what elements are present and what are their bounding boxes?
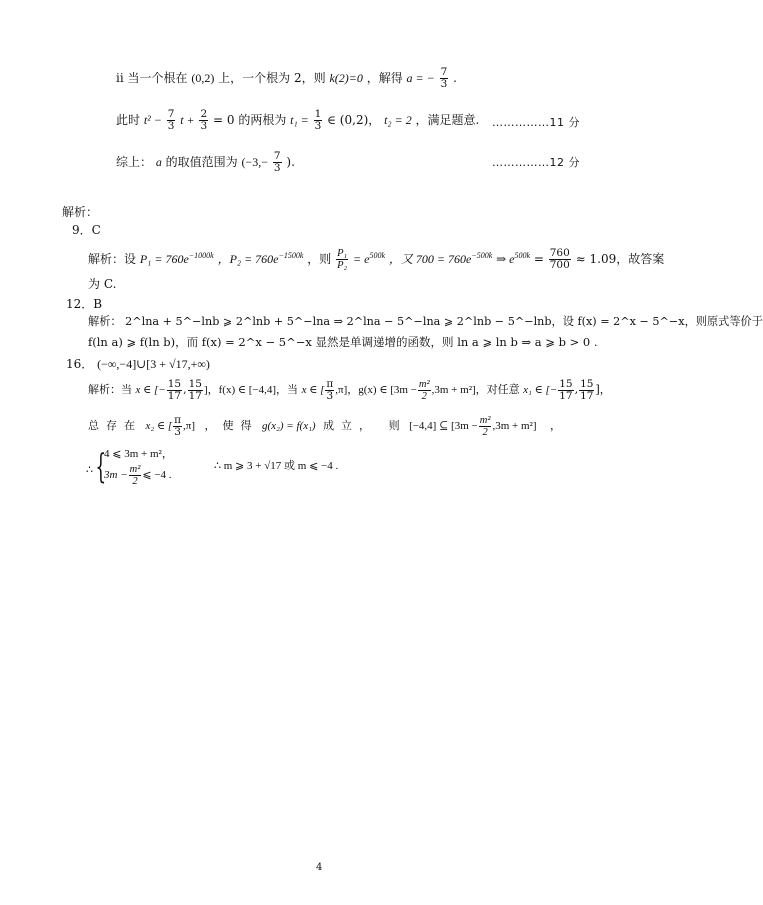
q16-answer: (−∞,−4]∪[3 + √17,+∞): [97, 357, 210, 371]
period: .: [453, 71, 457, 85]
inequality-2: [104, 462, 172, 488]
q12-line1: 解析： 2^lna + 5^−lnb ⩾ 2^lnb + 5^−lna ⇒ 2^lna − 5^−lna ⩾ 2^lnb − 5^−lnb，设 f(x) = 2^x − 5^−x，则原式等价于: [88, 315, 763, 328]
roots-suffix: ，满足题意.: [415, 113, 480, 127]
k2-expr: k(2)=0: [329, 71, 363, 85]
ineq-2-right: ⩽ −4 .: [142, 469, 172, 481]
q16-l1-a: 解析：当: [88, 383, 132, 396]
fraction: $\frac{7}{3}$: [440, 66, 448, 90]
q16-l2-a: 总存在: [88, 419, 142, 432]
score-11: ……………11 分: [492, 116, 580, 129]
x2-in: x₂ ∈ [: [145, 420, 173, 432]
summary-line: [116, 144, 295, 180]
fraction: $\frac{\text{m²}}{2}$: [479, 414, 491, 438]
q16-l2-j: ，: [550, 419, 561, 432]
p2: ，P₂ = 760e: [217, 252, 279, 266]
fraction: $\frac{\text{P₁}}{\text{P₂}}$: [337, 248, 348, 271]
score-12: ……………12 分: [492, 156, 580, 169]
ineq-2-left: 3m −: [104, 469, 128, 481]
case-ii-middle: 上，一个根为 2，则: [218, 71, 326, 85]
inequality-1: 4 ⩽ 3m + m²，: [104, 448, 173, 460]
summary-prefix: 综上：: [116, 155, 153, 169]
q16-l1-d: ,π]，g(x) ∈ [3m −: [335, 384, 417, 396]
then: ，则: [307, 252, 332, 266]
eq-e: = e: [353, 252, 370, 266]
fraction: $\frac{\text{m²}}{2}$: [129, 463, 141, 487]
range-open: (−3,−: [241, 155, 269, 169]
q16-line2: [88, 408, 561, 444]
q16-line1: [88, 372, 611, 408]
section-title: 解析：: [62, 205, 99, 219]
x-in-2: x ∈ [: [301, 384, 325, 396]
p1-exp: −1000k: [188, 251, 214, 260]
q12-number: 12．B: [66, 297, 103, 311]
q16-l1-e: ,3m + m²]，对任意: [431, 384, 520, 396]
interval: (0,2): [191, 71, 215, 85]
x-in: x ∈ [−: [135, 384, 166, 396]
t2-eq: t₂ = 2: [384, 113, 412, 127]
q16-l1-g: ]，: [595, 383, 611, 396]
q16-l1-b: ]，f(x) ∈ [−4,4]，当: [203, 384, 299, 396]
t1-eq: t₁ =: [290, 113, 309, 127]
roots-prefix: 此时: [116, 113, 141, 127]
conclusion: ∴ m ⩾ 3 + √17 或 m ⩽ −4 .: [214, 460, 339, 472]
fraction: $\frac{7}{3}$: [167, 108, 175, 132]
q9-line1: [88, 238, 664, 274]
q16-number: 16．: [66, 357, 94, 371]
approx: ≈ 1.09，故答案: [575, 252, 665, 266]
q16-l2-g: 则: [388, 419, 400, 432]
summary-text: 的取值范围为: [165, 155, 238, 169]
p2-exp: −1500k: [278, 251, 304, 260]
q9-number: 9．C: [72, 223, 101, 237]
fraction: $\frac{7}{3}$: [273, 150, 281, 174]
fraction: $\frac{1}{3}$: [314, 108, 322, 132]
case-ii-solve: ，解得: [366, 71, 403, 85]
var-a: a: [155, 155, 162, 169]
q16-header: [66, 356, 210, 372]
roots-line: [116, 102, 479, 138]
fraction: $\frac{760}{700}$: [549, 247, 570, 271]
case-ii-prefix: ii 当一个根在: [116, 71, 188, 85]
page-number: 4: [316, 862, 323, 873]
fraction: $\frac{15}{17}$: [580, 377, 594, 402]
fraction: $\frac{\text{m²}}{2}$: [418, 378, 430, 402]
subset: [−4,4] ⊆ [3m −: [409, 420, 478, 432]
q16-l2-c: ,π]: [183, 420, 196, 432]
implies-exp: 500k: [514, 251, 531, 260]
fraction: $\frac{2}{3}$: [200, 108, 208, 132]
g-eq-f: g(x₂) = f(x₁): [262, 420, 316, 432]
fraction: $\frac{\pi}{3}$: [174, 413, 182, 438]
also: ，又 700 = 760e: [388, 252, 472, 266]
q9-line2: 为 C.: [88, 277, 117, 291]
therefore-symbol: ∴: [86, 463, 93, 476]
t-plus: t +: [180, 113, 195, 127]
roots-text: = 0 的两根为: [213, 113, 287, 127]
q16-l2-d: ，使得: [204, 419, 259, 432]
q16-l2-f: 成立，: [323, 419, 378, 432]
q12-line2: f(ln a) ⩾ f(ln b)，而 f(x) = 2^x − 5^−x 显然是单调递增的函数，则 ln a ⩾ ln b ⇒ a ⩾ b > 0 .: [88, 335, 598, 349]
fraction: $\frac{15}{17}$: [188, 377, 202, 402]
comma: ,: [183, 383, 187, 396]
x1-in: x₁ ∈ [−: [523, 384, 558, 396]
q16-l2-i: ,3m + m²]: [492, 420, 537, 432]
case-ii-line: [116, 60, 457, 96]
also-exp: −500k: [471, 251, 493, 260]
fraction: $\frac{15}{17}$: [559, 377, 573, 402]
fraction: $\frac{\pi}{3}$: [326, 377, 334, 402]
left-brace-icon: {: [95, 447, 107, 487]
comma: ,: [574, 383, 579, 396]
t-squared: t² −: [143, 113, 162, 127]
p1: P₁ = 760e: [139, 252, 189, 266]
a-eq: a = −: [406, 71, 435, 85]
in-interval: ∈ (0,2)，: [327, 113, 381, 127]
equals: =: [533, 252, 544, 266]
e-exp: 500k: [369, 251, 386, 260]
q9-prefix: 解析：设: [88, 252, 137, 266]
fraction: $\frac{15}{17}$: [167, 377, 182, 402]
range-close: ).: [286, 155, 295, 169]
implies: ⇒ e: [496, 252, 515, 266]
